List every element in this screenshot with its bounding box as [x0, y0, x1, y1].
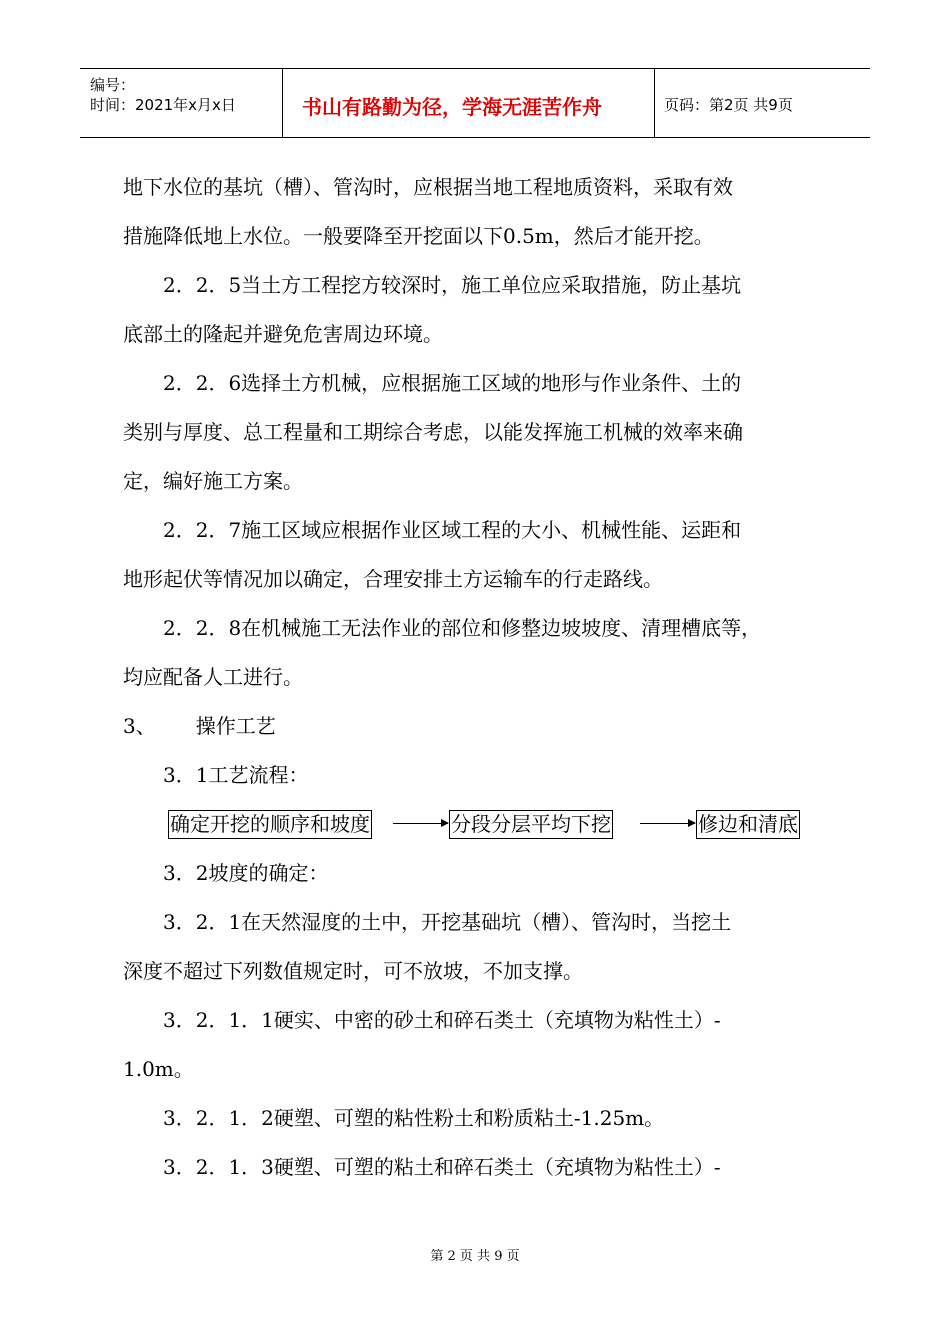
- header-right-cell: [654, 69, 870, 137]
- page-footer: 第 2 页 共 9 页: [430, 1249, 520, 1264]
- page-header: [80, 68, 870, 138]
- paragraph-line: 1.0m。: [123, 1057, 194, 1081]
- paragraph-line: 2．2．7施工区域应根据作业区域工程的大小、机械性能、运距和: [163, 518, 742, 542]
- paragraph-line: 地下水位的基坑（槽）、管沟时，应根据当地工程地质资料，采取有效: [123, 175, 733, 199]
- paragraph-line: 底部土的隆起并避免危害周边环境。: [123, 322, 443, 346]
- paragraph-line: 均应配备人工进行。: [123, 665, 303, 689]
- header-motto: 书山有路勤为径，学海无涯苦作舟: [302, 95, 602, 119]
- paragraph-line: 深度不超过下列数值规定时，可不放坡，不加支撑。: [123, 959, 583, 983]
- section-heading: [123, 702, 837, 751]
- time-label: 时间：2021年x月x日: [90, 96, 236, 114]
- header-motto-cell: [282, 69, 655, 137]
- paragraph-line: 措施降低地上水位。一般要降至开挖面以下0.5m，然后才能开挖。: [123, 224, 714, 248]
- flow-step-1: 确定开挖的顺序和坡度: [168, 810, 372, 839]
- paragraph-line: 类别与厚度、总工程量和工期综合考虑，以能发挥施工机械的效率来确: [123, 420, 743, 444]
- paragraph-line: 地形起伏等情况加以确定，合理安排土方运输车的行走路线。: [123, 567, 663, 591]
- paragraph-line: 3．2．1在天然湿度的土中，开挖基础坑（槽）、管沟时，当挖土: [163, 910, 732, 934]
- section-number: 3、: [123, 714, 156, 738]
- process-flow: [123, 800, 837, 849]
- paragraph-line: 3．2．1．3硬塑、可塑的粘土和碎石类土（充填物为粘性土）-: [163, 1155, 721, 1179]
- flow-step-3: 修边和清底: [696, 810, 800, 839]
- flow-arrow-2: [640, 823, 695, 824]
- flow-step-2: 分段分层平均下挖: [449, 810, 613, 839]
- paragraph-line: 2．2．6选择土方机械，应根据施工区域的地形与作业条件、土的: [163, 371, 742, 395]
- flow-arrow-1: [393, 823, 448, 824]
- paragraph-line: 3．2．1．1硬实、中密的砂土和碎石类土（充填物为粘性土）-: [163, 1008, 721, 1032]
- serial-label: 编号：: [90, 76, 136, 94]
- page-info: 页码：第2页 共9页: [664, 96, 793, 114]
- paragraph-line: 3．2坡度的确定：: [163, 861, 329, 885]
- section-title: 操作工艺: [195, 714, 276, 738]
- paragraph-line: 定，编好施工方案。: [123, 469, 303, 493]
- paragraph-line: 2．2．8在机械施工无法作业的部位和修整边坡坡度、清理槽底等，: [163, 616, 762, 640]
- paragraph-line: 2．2．5当土方工程挖方较深时，施工单位应采取措施，防止基坑: [163, 273, 742, 297]
- paragraph-line: 3．2．1．2硬塑、可塑的粘性粉土和粉质粘土-1.25m。: [163, 1106, 665, 1130]
- document-body: [123, 163, 837, 1192]
- flow-heading: 3．1工艺流程：: [163, 763, 309, 787]
- header-left-cell: [80, 69, 283, 137]
